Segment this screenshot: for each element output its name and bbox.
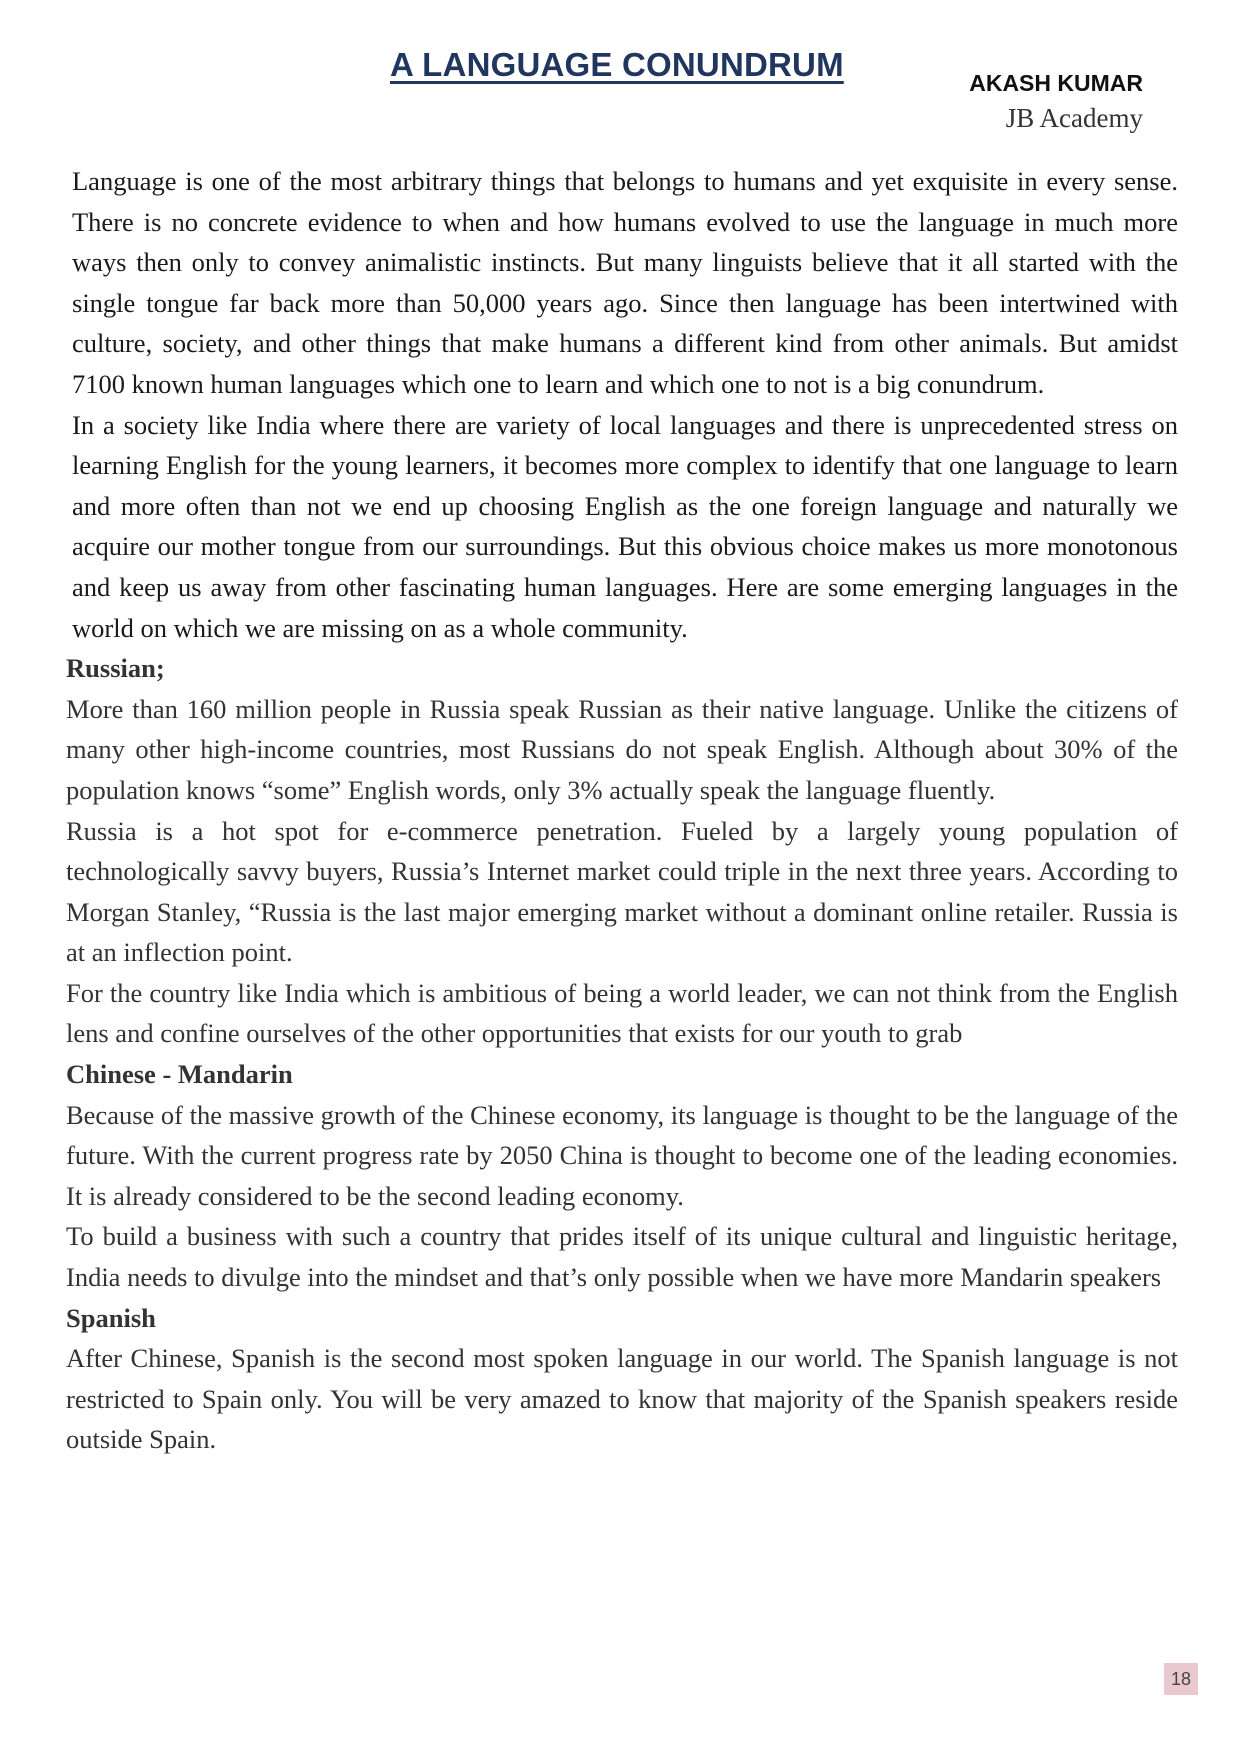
- section-heading: Chinese - Mandarin: [66, 1059, 293, 1090]
- intro: [66, 161, 1178, 648]
- section-mandarin: [66, 1054, 1178, 1298]
- section-heading: Spanish: [66, 1302, 156, 1333]
- intro-paragraph: Language is one of the most arbitrary things that belongs to humans and yet exquisite in every sense. There is no concrete evidence to when and how humans evolved to use the language in much more ways then only to convey animalistic instincts. But many linguists believe that it all started with the single tongue far back more than 50,000 years ago. Since then language has been intertwined with culture, society, and other things that make humans a different kind from other animals. But amidst 7100 known human languages which one to learn and which one to not is a big conundrum.: [72, 166, 1178, 399]
- section-paragraph: Russia is a hot spot for e-commerce penetration. Fueled by a largely young population of technologically savvy buyers, Russia’s Internet market could triple in the next three years. According to Morgan Stanley, “Russia is the last major emerging market without a dominant online retailer. Russia is at an inflection point.: [66, 815, 1178, 968]
- section-paragraph: Because of the massive growth of the Chinese economy, its language is thought to be the language of the future. With the current progress rate by 2050 China is thought to become one of the leading economies. It is already considered to be the second leading economy.: [66, 1099, 1178, 1211]
- section-paragraph: For the country like India which is ambitious of being a world leader, we can not think from the English lens and confine ourselves of the other opportunities that exists for our youth to grab: [66, 977, 1178, 1049]
- section-paragraph: After Chinese, Spanish is the second most spoken language in our world. The Spanish language is not restricted to Spain only. You will be very amazed to know that majority of the Spanish speakers reside outside Spain.: [66, 1343, 1178, 1455]
- section-heading: Russian;: [66, 653, 165, 684]
- article-body: [66, 161, 1178, 1460]
- section-paragraph: To build a business with such a country that prides itself of its unique cultural and linguistic heritage, India needs to divulge into the mindset and that’s only possible when we have more Mandarin speakers: [66, 1221, 1178, 1293]
- section-russian: [66, 648, 1178, 1054]
- section-spanish: [66, 1298, 1178, 1460]
- author-school: JB Academy: [1005, 103, 1143, 133]
- article-title: A LANGUAGE CONUNDRUM: [390, 46, 844, 83]
- page-number: 18: [1164, 1663, 1198, 1695]
- intro-paragraph: In a society like India where there are variety of local languages and there is unprecedented stress on learning English for the young learners, it becomes more complex to identify that one language to learn and more often than not we end up choosing English as the one foreign language and naturally we acquire our mother tongue from our surroundings. But this obvious choice makes us more monotonous and keep us away from other fascinating human languages. Here are some emerging languages in the world on which we are missing on as a whole community.: [72, 409, 1178, 643]
- section-paragraph: More than 160 million people in Russia speak Russian as their native language. Unlike the citizens of many other high-income countries, most Russians do not speak English. Although about 30% of the population knows “some” English words, only 3% actually speak the language fluently.: [66, 693, 1178, 805]
- author-block: [969, 70, 1143, 134]
- author-name: AKASH KUMAR: [969, 70, 1143, 96]
